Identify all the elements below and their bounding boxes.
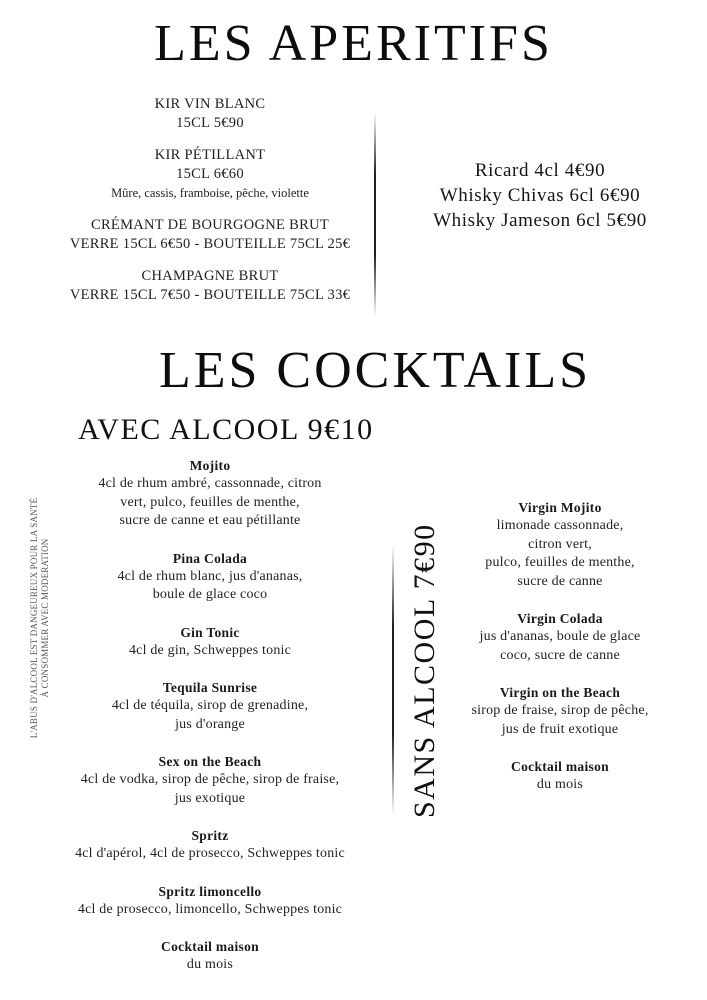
cocktail-item	[430, 683, 690, 739]
cocktail-name: Cocktail maison	[511, 759, 609, 774]
cocktail-item	[430, 609, 690, 665]
cocktail-name: Tequila Sunrise	[162, 680, 258, 695]
vertical-divider	[392, 545, 394, 815]
aperitif-note: Mûre, cassis, framboise, pêche, violette	[111, 186, 309, 200]
cocktail-desc: jus d'orange	[175, 716, 245, 732]
cocktails-sans-alcool-list	[430, 498, 690, 813]
aperitif-price: VERRE 15CL 6€50 - BOUTEILLE 75CL 25€	[69, 236, 351, 252]
sans-alcool-heading: SANS ALCOOL 7€90	[408, 523, 441, 818]
cocktail-desc: vert, pulco, feuilles de menthe,	[120, 494, 300, 510]
cocktail-name: Spritz	[191, 828, 229, 843]
cocktail-item	[40, 678, 380, 734]
spirit-item: Whisky Jameson 6cl 5€90	[433, 210, 647, 231]
cocktail-desc: coco, sucre de canne	[500, 647, 620, 663]
spirit-item: Ricard 4cl 4€90	[474, 160, 606, 181]
cocktail-desc: 4cl de rhum blanc, jus d'ananas,	[117, 568, 303, 584]
cocktail-desc: citron vert,	[528, 536, 592, 552]
aperitif-item	[40, 95, 380, 133]
aperitif-name: CHAMPAGNE BRUT	[141, 268, 279, 284]
cocktail-desc: sirop de fraise, sirop de pêche,	[471, 703, 649, 718]
aperitif-price: 15CL 5€90	[176, 115, 244, 131]
cocktail-desc: jus de fruit exotique	[501, 721, 619, 737]
alcohol-disclaimer	[29, 473, 51, 763]
cocktail-desc: 4cl de prosecco, limoncello, Schweppes tonic	[77, 901, 343, 917]
cocktail-name: Cocktail maison	[161, 939, 259, 954]
cocktail-name: Mojito	[189, 458, 231, 473]
cocktail-desc: sucre de canne	[517, 573, 603, 589]
aperitif-name: CRÉMANT DE BOURGOGNE BRUT	[90, 217, 330, 233]
cocktail-desc: du mois	[536, 777, 584, 792]
aperitif-price: VERRE 15CL 7€50 - BOUTEILLE 75CL 33€	[69, 287, 351, 303]
aperitif-price: 15CL 6€60	[176, 166, 244, 182]
cocktail-desc: boule de glace coco	[152, 587, 268, 602]
cocktail-desc: pulco, feuilles de menthe,	[485, 555, 635, 570]
cocktail-name: Virgin Mojito	[518, 500, 602, 515]
aperitif-name: KIR PÉTILLANT	[154, 147, 266, 163]
cocktail-desc: 4cl de vodka, sirop de pêche, sirop de fraise,	[80, 772, 340, 787]
cocktail-item	[40, 623, 380, 661]
aperitif-item	[40, 216, 380, 254]
cocktail-name: Pina Colada	[172, 550, 248, 566]
aperitif-name: KIR VIN BLANC	[154, 96, 266, 112]
avec-alcool-heading: AVEC ALCOOL 9€10	[78, 413, 374, 446]
aperitif-item	[40, 267, 380, 305]
cocktail-desc: limonade cassonnade,	[496, 518, 624, 533]
cocktail-desc: 4cl de gin, Schweppes tonic	[128, 642, 292, 658]
cocktail-item	[40, 752, 380, 808]
cocktail-desc: jus exotique	[174, 790, 246, 806]
cocktail-item	[40, 937, 380, 975]
cocktail-name: Spritz limoncello	[158, 883, 262, 899]
cocktail-desc: sucre de canne et eau pétillante	[119, 513, 301, 528]
cocktail-name: Gin Tonic	[180, 624, 240, 640]
cocktail-item	[430, 498, 690, 591]
cocktails-alcool-list	[40, 456, 380, 993]
cocktail-desc: jus d'ananas, boule de glace	[479, 629, 641, 644]
disclaimer-line: L'ABUS D'ALCOOL EST DANGEUREUX POUR LA SANTÉ	[29, 497, 39, 739]
aperitifs-title: LES APERITIFS	[154, 15, 553, 72]
cocktail-item	[40, 456, 380, 531]
cocktail-name: Virgin on the Beach	[499, 685, 621, 700]
aperitifs-wine-list	[40, 95, 380, 318]
cocktail-desc: du mois	[186, 957, 234, 972]
cocktail-name: Sex on the Beach	[158, 754, 262, 769]
cocktail-desc: 4cl de téquila, sirop de grenadine,	[111, 698, 309, 713]
cocktail-desc: 4cl de rhum ambré, cassonnade, citron	[98, 476, 322, 491]
cocktail-item	[40, 549, 380, 605]
spirit-item: Whisky Chivas 6cl 6€90	[439, 185, 641, 206]
cocktail-item	[40, 882, 380, 920]
vertical-divider	[374, 112, 376, 317]
cocktail-desc: 4cl d'apérol, 4cl de prosecco, Schweppes tonic	[75, 846, 345, 861]
cocktail-name: Virgin Colada	[517, 611, 603, 626]
aperitif-item	[40, 146, 380, 203]
cocktail-item	[430, 757, 690, 795]
cocktail-item	[40, 826, 380, 864]
disclaimer-line: À CONSOMMER AVEC MODERATION	[40, 538, 50, 698]
aperitifs-spirits-list	[385, 158, 695, 233]
cocktails-title: LES COCKTAILS	[158, 342, 592, 399]
